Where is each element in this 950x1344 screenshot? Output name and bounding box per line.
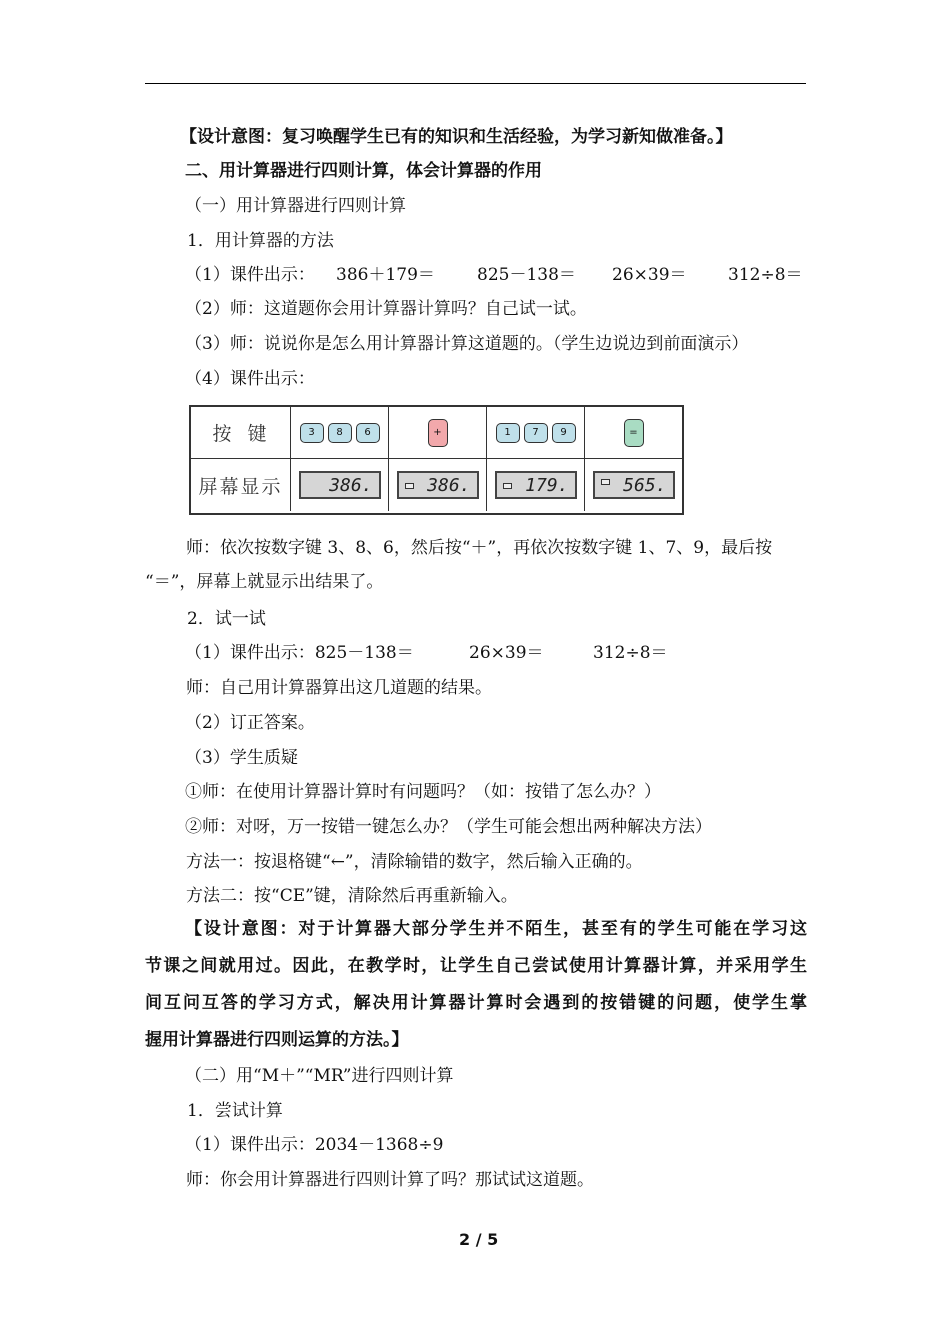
key-plus: + — [428, 419, 448, 447]
calculator-table — [189, 405, 684, 515]
design-intent-2-line-4: 握用计算器进行四则运算的方法。】 — [145, 1030, 409, 1050]
screen-value: 386. — [427, 474, 471, 496]
screen-display-3 — [495, 471, 577, 499]
row-label-screen: 屏幕显示 — [198, 475, 283, 498]
teacher-explanation-2: “＝”，屏幕上就显示出结果了。 — [145, 572, 384, 592]
key-8: 8 — [328, 423, 352, 443]
equation-3: 26×39＝ — [612, 265, 687, 285]
courseware-line-1 — [185, 263, 315, 287]
equation-4: 312÷8＝ — [728, 265, 803, 285]
row-label-keys-cell — [191, 407, 291, 459]
screen-display-2 — [397, 471, 479, 499]
header-rule — [145, 83, 806, 84]
design-intent-2-line-3: 间互问互答的学习方式，解决用计算器计算时会遇到的按错键的问题，使学生掌 — [145, 993, 807, 1013]
design-intent-2-line-1: 【设计意图：对于计算器大部分学生并不陌生，甚至有的学生可能在学习这 — [185, 919, 807, 939]
keys-179-cell — [487, 407, 585, 459]
key-7: 7 — [524, 423, 548, 443]
equation-5: 26×39＝ — [469, 643, 544, 663]
line-method-2: 方法二：按“CE”键，清除然后再重新输入。 — [186, 886, 518, 906]
memory-indicator-icon — [503, 483, 512, 489]
screen-cell-3 — [487, 459, 585, 511]
row-label-screen-cell — [191, 459, 291, 511]
key-plus-cell — [389, 407, 487, 459]
key-1: 1 — [496, 423, 520, 443]
screen-display-4 — [593, 471, 675, 499]
subsection-2: （二）用“M＋”“MR”进行四则计算 — [185, 1066, 454, 1086]
item-try-calc: 1．尝试计算 — [187, 1101, 283, 1121]
screen-cell-2 — [389, 459, 487, 511]
item-1: 1．用计算器的方法 — [187, 231, 334, 251]
screen-cell-4 — [585, 459, 682, 511]
line-teacher-question: （2）师：这道题你会用计算器计算吗？自己试一试。 — [185, 299, 587, 319]
equation-6: 312÷8＝ — [593, 643, 668, 663]
screen-display-1 — [299, 471, 381, 499]
courseware-line-2: （1）课件出示：825－138＝ — [185, 643, 414, 663]
line-explain: （3）师：说说你是怎么用计算器计算这道题的。（学生边说边到前面演示） — [185, 334, 749, 354]
line-q1: ①师：在使用计算器计算时有问题吗？（如：按错了怎么办？） — [185, 782, 661, 802]
courseware-line-3: （1）课件出示：2034－1368÷9 — [185, 1135, 444, 1155]
line-correct-answers: （2）订正答案。 — [185, 713, 315, 733]
memory-indicator-icon — [601, 479, 610, 485]
row-label-keys: 按键 — [212, 423, 283, 445]
memory-indicator-icon — [405, 483, 414, 489]
line-q2: ②师：对呀，万一按错一键怎么办？（学生可能会想出两种解决方法） — [185, 817, 712, 837]
key-equal: = — [624, 419, 644, 447]
item-2: 2．试一试 — [187, 609, 266, 629]
key-6: 6 — [356, 423, 380, 443]
line-try-problem: 师：你会用计算器进行四则计算了吗？那试试这道题。 — [186, 1170, 594, 1190]
screen-cell-1 — [291, 459, 389, 511]
subsection-1: （一）用计算器进行四则计算 — [185, 196, 406, 216]
page-number: 2 / 5 — [459, 1230, 499, 1249]
line-student-question: （3）学生质疑 — [185, 748, 298, 768]
line-self-calc: 师：自己用计算器算出这几道题的结果。 — [186, 678, 492, 698]
key-equal-cell — [585, 407, 682, 459]
equation-1: 386＋179＝ — [336, 265, 435, 285]
courseware-label: （1）课件出示： — [185, 265, 315, 285]
screen-value: 565. — [623, 474, 667, 496]
line-method-1: 方法一：按退格键“←”，清除输错的数字，然后输入正确的。 — [186, 852, 643, 872]
equation-2: 825－138＝ — [477, 265, 576, 285]
key-3: 3 — [300, 423, 324, 443]
key-9: 9 — [552, 423, 576, 443]
screen-value: 179. — [525, 474, 569, 496]
section-heading-2: 二、用计算器进行四则计算，体会计算器的作用 — [185, 161, 542, 181]
keys-386-cell — [291, 407, 389, 459]
design-intent-1: 【设计意图：复习唤醒学生已有的知识和生活经验，为学习新知做准备。】 — [180, 127, 733, 147]
line-courseware-4: （4）课件出示： — [185, 369, 315, 389]
screen-value: 386. — [329, 474, 373, 496]
design-intent-2-line-2: 节课之间就用过。因此，在教学时，让学生自己尝试使用计算器计算，并采用学生 — [145, 956, 807, 976]
teacher-explanation-1: 师：依次按数字键 3、8、6，然后按“＋”，再依次按数字键 1、7、9，最后按 — [186, 538, 773, 558]
